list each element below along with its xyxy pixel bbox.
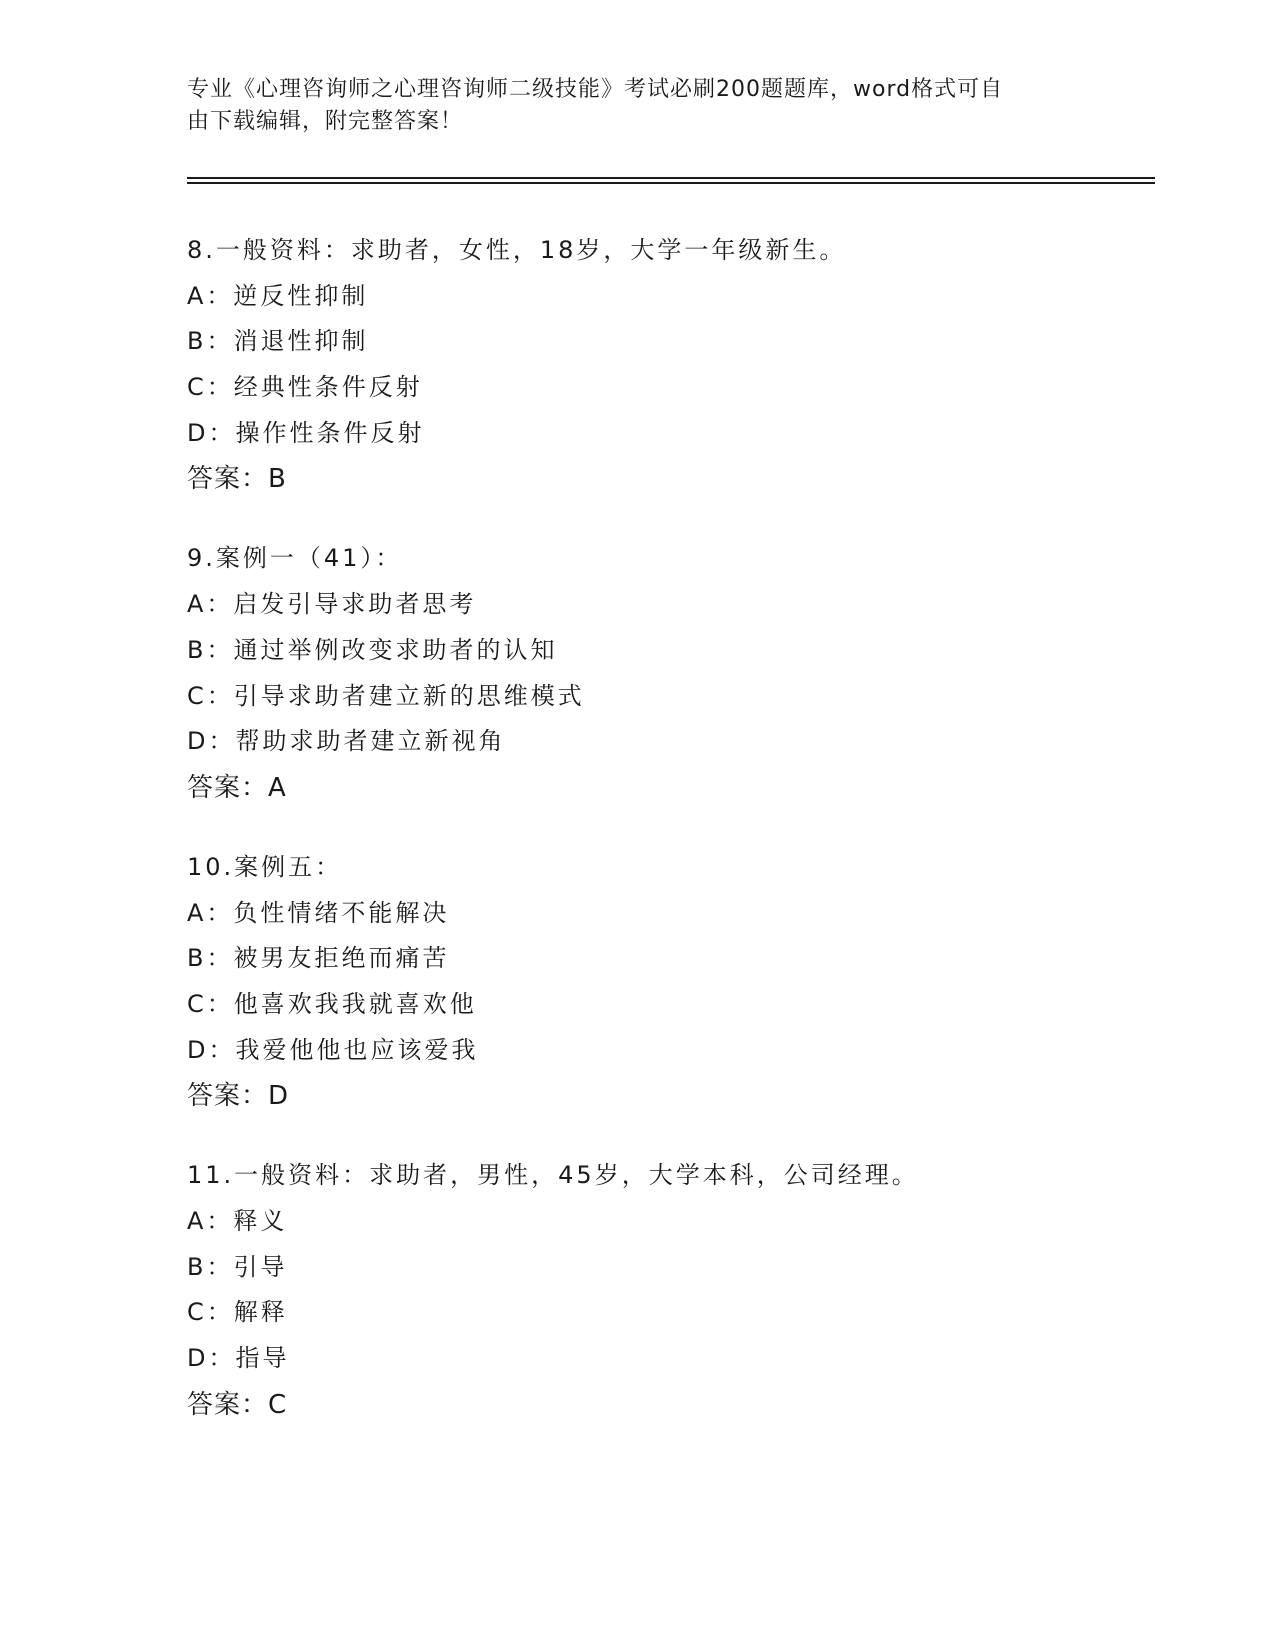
header-divider-bottom (187, 182, 1155, 184)
option-b: B：通过举例改变求助者的认知 (187, 635, 558, 664)
option-a: A：启发引导求助者思考 (187, 590, 477, 619)
answer-text: 答案：B (187, 464, 287, 495)
option-d: D：指导 (187, 1344, 290, 1373)
question-title: 10.案例五： (187, 852, 343, 881)
question-list (187, 234, 1187, 1468)
question-block (187, 234, 1187, 496)
option-c: C：解释 (187, 1298, 288, 1327)
header-divider-top (187, 177, 1155, 179)
answer-text: 答案：C (187, 1389, 288, 1420)
question-block (187, 851, 1187, 1113)
option-b: B：被男友拒绝而痛苦 (187, 944, 450, 973)
option-a: A：负性情绪不能解决 (187, 898, 450, 927)
option-b: B：引导 (187, 1252, 288, 1281)
option-d: D：操作性条件反射 (187, 418, 425, 447)
question-block (187, 542, 1187, 804)
question-block (187, 1159, 1187, 1421)
option-b: B：消退性抑制 (187, 327, 369, 356)
option-d: D：帮助求助者建立新视角 (187, 727, 506, 756)
question-title: 8.一般资料：求助者，女性，18岁，大学一年级新生。 (187, 236, 847, 264)
question-title: 11.一般资料：求助者，男性，45岁，大学本科，公司经理。 (187, 1161, 919, 1190)
option-c: C：引导求助者建立新的思维模式 (187, 681, 585, 710)
option-a: A：逆反性抑制 (187, 281, 369, 310)
header-line-2: 由下载编辑，附完整答案！ (187, 109, 464, 134)
answer-text: 答案：A (187, 772, 287, 803)
answer-text: 答案：D (187, 1081, 290, 1112)
option-d: D：我爱他他也应该爱我 (187, 1035, 479, 1064)
option-c: C：经典性条件反射 (187, 373, 423, 402)
option-a: A：释义 (187, 1207, 288, 1235)
question-title: 9.案例一（41）： (187, 544, 403, 573)
document-header (187, 74, 1067, 138)
option-c: C：他喜欢我我就喜欢他 (187, 989, 477, 1018)
header-line-1: 专业《心理咨询师之心理咨询师二级技能》考试必刷200题题库，word格式可自 (187, 77, 1004, 102)
